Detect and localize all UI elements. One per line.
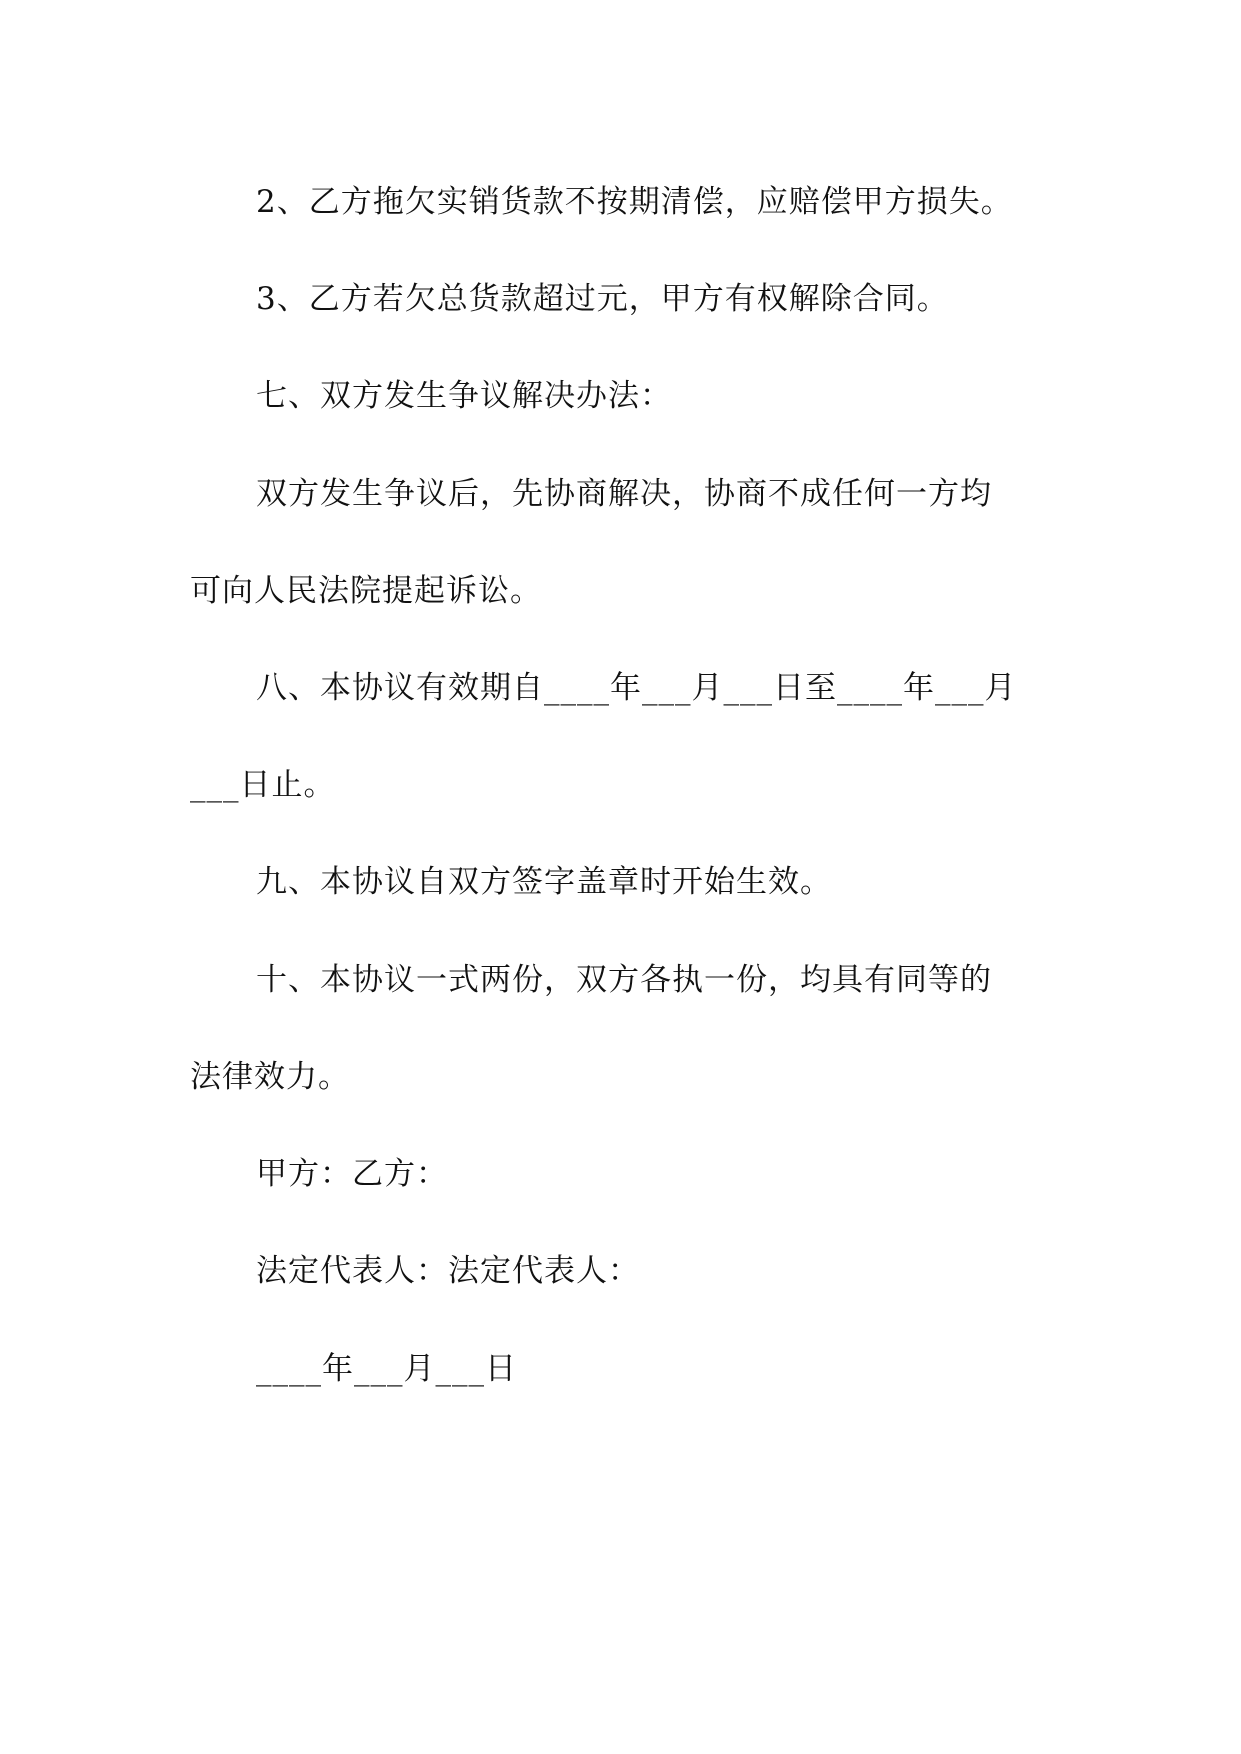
section-10-copies-line-1: 十、本协议一式两份，双方各执一份，均具有同等的 [256,962,992,998]
section-7-heading: 七、双方发生争议解决办法： [256,378,672,414]
legal-representatives: 法定代表人：法定代表人： [256,1253,640,1289]
clause-3-termination: 3、乙方若欠总货款超过元，甲方有权解除合同。 [256,281,949,317]
signing-date: ____年___月___日 [256,1351,517,1387]
section-8-validity-line-2: ___日止。 [190,767,336,803]
party-signatures: 甲方：乙方： [256,1156,448,1192]
section-9-effective: 九、本协议自双方签字盖章时开始生效。 [256,864,832,900]
section-7-text-line-2: 可向人民法院提起诉讼。 [190,573,542,609]
section-8-validity-line-1: 八、本协议有效期自____年___月___日至____年___月 [256,670,1017,706]
section-10-copies-line-2: 法律效力。 [190,1059,350,1095]
section-7-text-line-1: 双方发生争议后，先协商解决，协商不成任何一方均 [256,476,992,512]
clause-2-penalty: 2、乙方拖欠实销货款不按期清偿，应赔偿甲方损失。 [256,184,1013,220]
